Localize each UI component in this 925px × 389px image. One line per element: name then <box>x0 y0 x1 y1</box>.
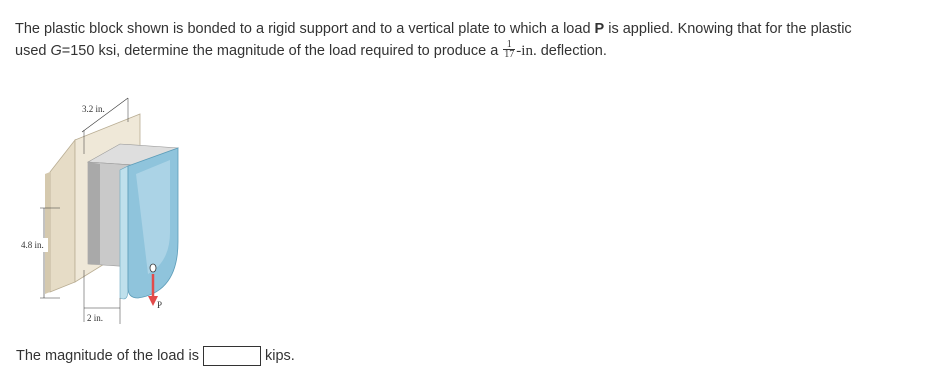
problem-line2-post: deflection. <box>536 43 607 59</box>
plastic-block-shadow <box>88 162 100 264</box>
load-symbol: P <box>594 21 605 37</box>
fraction-denominator: 17 <box>504 48 515 60</box>
vertical-plate-edge <box>120 166 128 299</box>
fraction-unit: -in. <box>516 43 537 59</box>
problem-line-1 <box>15 18 925 40</box>
load-answer-input[interactable] <box>203 346 261 366</box>
dim-top-label: 3.2 in. <box>82 104 105 114</box>
problem-line-2 <box>15 40 925 62</box>
dim-left-label: 4.8 in. <box>21 240 44 250</box>
answer-prefix: The magnitude of the load is <box>16 348 199 364</box>
block-diagram <box>20 92 220 332</box>
problem-line1-pre: The plastic block shown is bonded to a rigid support and to a vertical plate to which a load <box>15 21 595 37</box>
shear-modulus-symbol: G <box>50 43 62 59</box>
answer-unit: kips. <box>264 348 295 364</box>
fraction-numerator: 1 <box>503 40 515 50</box>
rigid-support-front <box>50 140 75 292</box>
problem-line2-pre: used <box>15 43 51 59</box>
problem-line1-post: is applied. Knowing that for the plastic <box>604 21 852 37</box>
problem-figure <box>20 92 220 332</box>
problem-statement <box>15 18 925 62</box>
load-label: P <box>157 300 163 310</box>
dim-bottom-label: 2 in. <box>87 313 104 323</box>
answer-row <box>16 346 295 366</box>
problem-line2-mid: =150 ksi, determine the magnitude of the load required to produce a <box>61 43 503 59</box>
deflection-fraction <box>503 40 515 59</box>
load-pin <box>150 264 156 272</box>
rigid-support-edge <box>45 172 50 294</box>
